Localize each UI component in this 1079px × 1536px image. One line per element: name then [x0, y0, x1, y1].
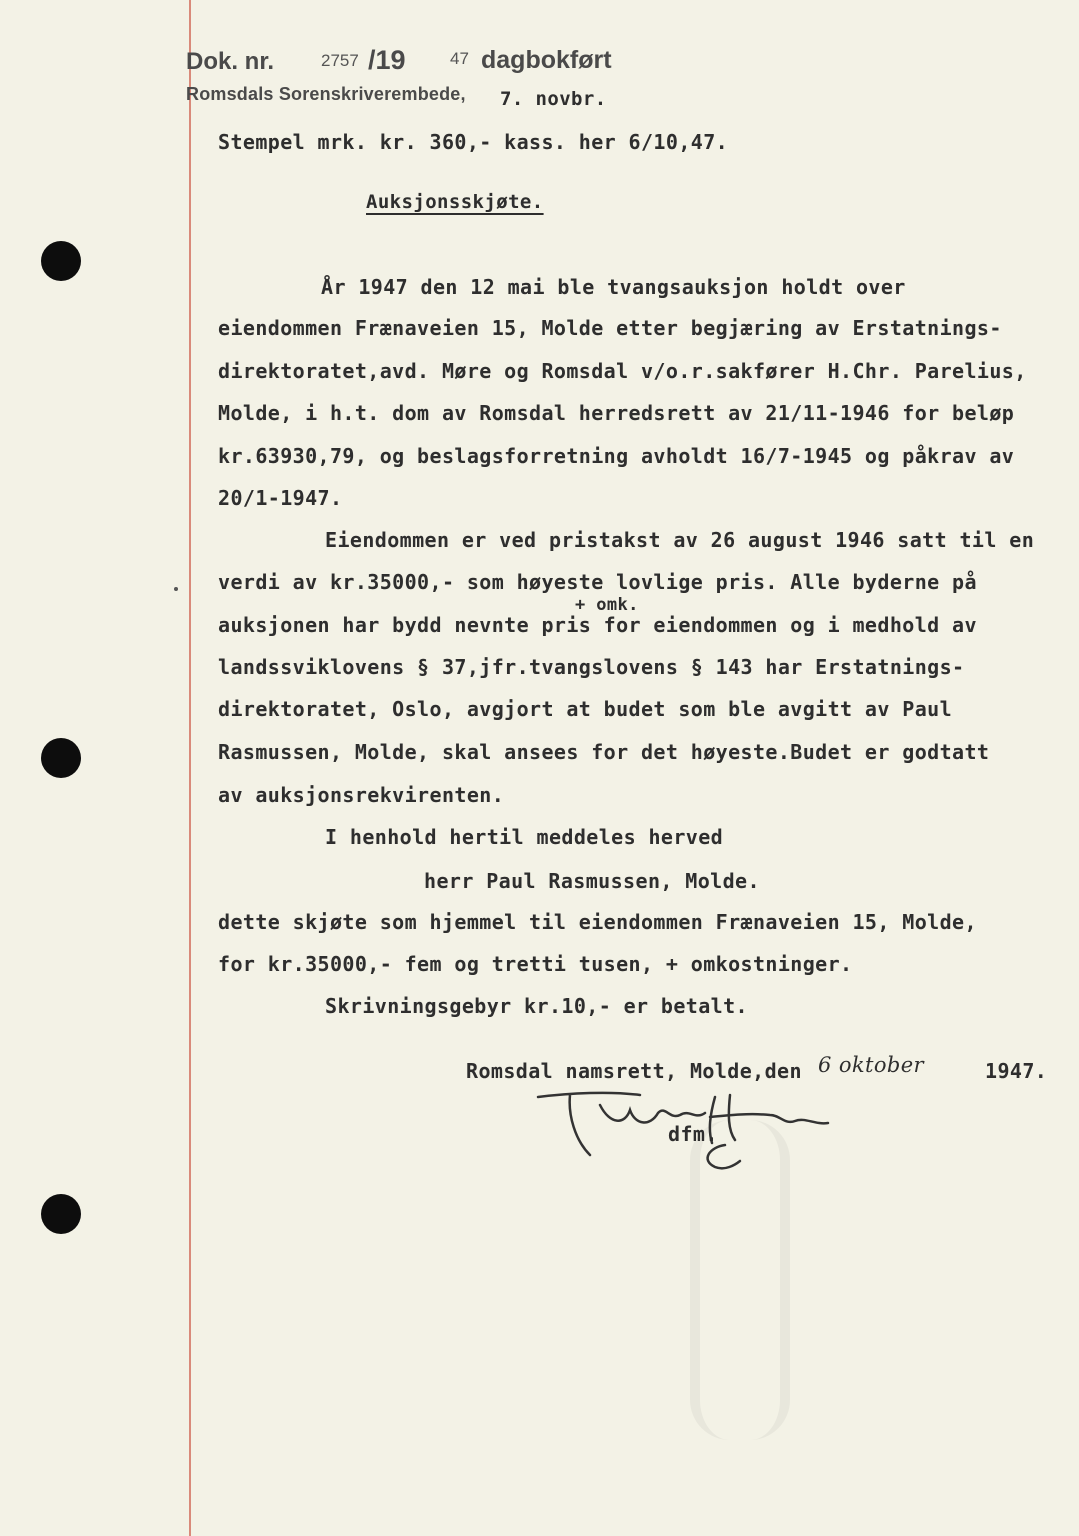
ink-speck	[174, 587, 178, 591]
body-line: I henhold hertil meddeles herved	[325, 825, 724, 849]
body-line: direktoratet, Oslo, avgjort at budet som ble avgitt av Paul	[218, 697, 953, 721]
body-line: Rasmussen, Molde, skal ansees for det høyeste.Budet er godtatt	[218, 740, 990, 764]
stamp-date: 7. novbr.	[500, 88, 607, 110]
body-line: av auksjonsrekvirenten.	[218, 783, 505, 807]
body-line: eiendommen Frænaveien 15, Molde etter begjæring av Erstatnings-	[218, 316, 1002, 340]
stempel-line: Stempel mrk. kr. 360,- kass. her 6/10,47.	[218, 130, 729, 154]
body-line: auksjonen har bydd nevnte pris for eiendommen og i medhold av	[218, 613, 977, 637]
place-date-line: Romsdal namsrett, Molde,den	[466, 1059, 802, 1083]
fee-line: Skrivningsgebyr kr.10,- er betalt.	[325, 994, 748, 1018]
insertion-omk: + omk.	[575, 595, 639, 615]
body-line: for kr.35000,- fem og tretti tusen, + omkostninger.	[218, 952, 853, 976]
recipient-line: herr Paul Rasmussen, Molde.	[424, 869, 760, 893]
signer-title: dfm.	[668, 1122, 718, 1146]
punch-hole	[41, 1194, 81, 1234]
closing-year: 1947.	[985, 1059, 1048, 1083]
body-line: Eiendommen er ved pristakst av 26 august 1946 satt til en	[325, 528, 1035, 552]
body-line: dette skjøte som hjemmel til eiendommen Frænaveien 15, Molde,	[218, 910, 977, 934]
stamp-dagbokfort: dagbokført	[481, 46, 612, 74]
stamp-document-number: 2757	[321, 51, 359, 70]
stamp-year-suffix: 47	[450, 49, 469, 68]
body-line: verdi av kr.35000,- som høyeste lovlige pris. Alle byderne på	[218, 570, 977, 594]
stamp-dok-nr-label: Dok. nr.	[186, 48, 275, 75]
stamp-office: Romsdals Sorenskriverembede,	[186, 84, 466, 104]
body-line: kr.63930,79, og beslagsforretning avholdt 16/7-1945 og påkrav av	[218, 444, 1015, 468]
body-line: 20/1-1947.	[218, 486, 343, 510]
body-line: År 1947 den 12 mai ble tvangsauksjon holdt over	[321, 275, 906, 299]
document-title: Auksjonsskjøte.	[366, 191, 544, 213]
margin-rule	[189, 0, 191, 1536]
body-line: direktoratet,avd. Møre og Romsdal v/o.r.sakfører H.Chr. Parelius,	[218, 359, 1027, 383]
punch-hole	[41, 738, 81, 778]
handwritten-date: 6 oktober	[818, 1053, 924, 1077]
stamp-year-prefix: /19	[368, 45, 406, 75]
body-line: landssviklovens § 37,jfr.tvangslovens § 143 har Erstatnings-	[218, 655, 965, 679]
body-line: Molde, i h.t. dom av Romsdal herredsrett av 21/11-1946 for beløp	[218, 401, 1015, 425]
punch-hole	[41, 241, 81, 281]
